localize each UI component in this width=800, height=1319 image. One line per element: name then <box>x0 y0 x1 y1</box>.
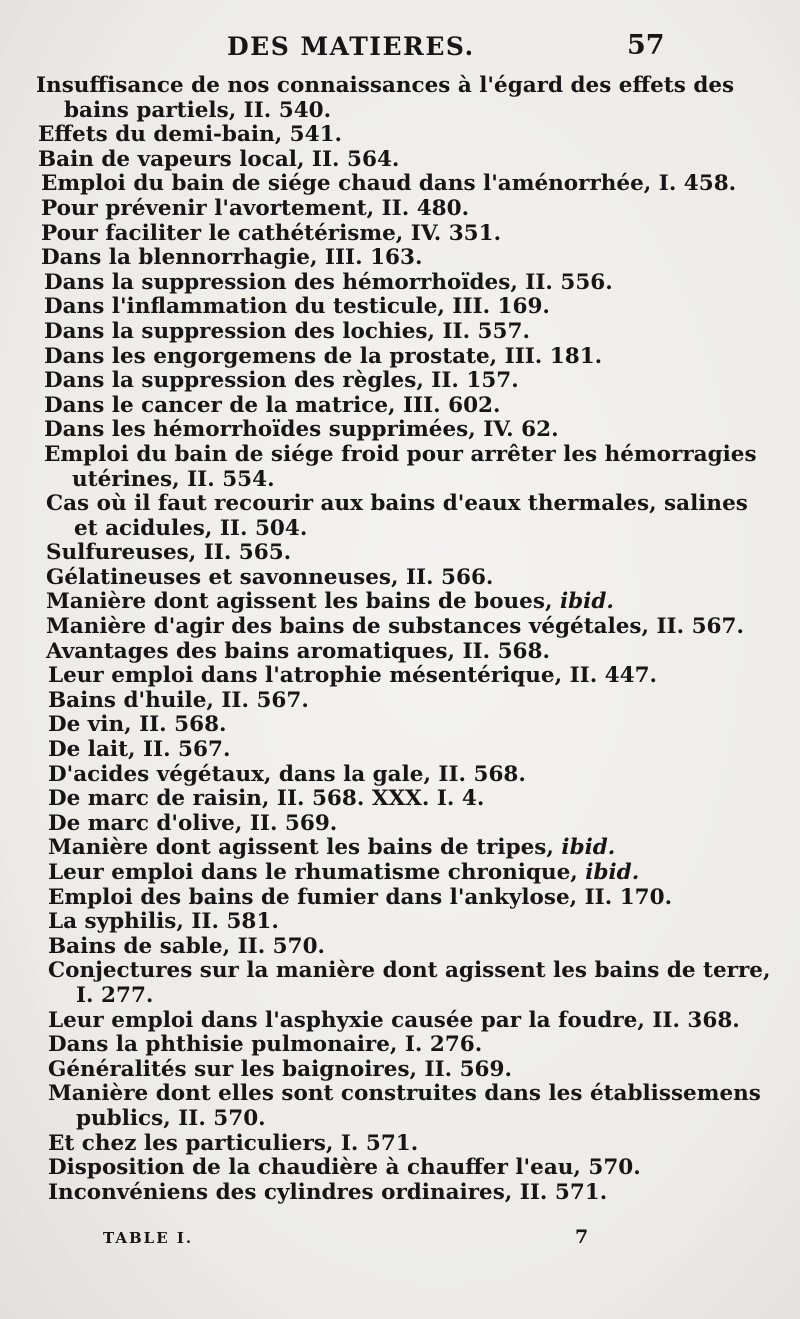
index-entry <box>36 172 800 197</box>
entry-text: Dans la blennorrhagie, III. 163. <box>41 245 423 271</box>
index-entry <box>36 222 800 247</box>
entry-text: Effets du demi-bain, 541. <box>38 122 343 148</box>
index-entry <box>36 861 800 886</box>
entry-continuation: bains partiels, II. 540. <box>64 97 332 123</box>
index-entry <box>36 123 800 148</box>
signature-mark: TABLE I. <box>103 1229 194 1247</box>
entry-text: Manière dont elles sont construites dans les établissemens <box>48 1081 761 1107</box>
entry-text: Pour faciliter le cathétérisme, IV. 351. <box>41 220 502 246</box>
entry-text: Bain de vapeurs local, II. 564. <box>38 146 400 172</box>
entry-continuation: I. 277. <box>76 982 154 1008</box>
entry-text: D'acides végétaux, dans la gale, II. 568. <box>48 761 526 787</box>
index-entry <box>36 295 800 320</box>
index-entry <box>36 640 800 665</box>
index-entry <box>36 541 800 566</box>
entry-text: Inconvéniens des cylindres ordinaires, II. 571. <box>48 1179 608 1205</box>
index-entry <box>36 197 800 222</box>
signature-number: 7 <box>575 1226 589 1248</box>
index-entry <box>36 246 800 271</box>
index-entry <box>36 492 800 541</box>
entry-text: De marc d'olive, II. 569. <box>48 810 338 836</box>
entry-text: Généralités sur les baignoires, II. 569. <box>48 1056 512 1082</box>
index-entry <box>36 345 800 370</box>
entry-text: Disposition de la chaudière à chauffer l'eau, 570. <box>48 1155 641 1181</box>
index-entry <box>36 959 800 1008</box>
running-head: DES MATIERES. <box>227 32 475 61</box>
index-entry <box>36 1009 800 1034</box>
entry-continuation: publics, II. 570. <box>76 1105 266 1131</box>
index-entry <box>36 1033 800 1058</box>
index-entry <box>36 910 800 935</box>
entry-text: Dans la phthisie pulmonaire, I. 276. <box>48 1032 483 1058</box>
entry-text: Cas où il faut recourir aux bains d'eaux thermales, salines <box>46 491 748 517</box>
entry-text: Dans la suppression des lochies, II. 557. <box>44 318 530 344</box>
entry-text: Manière dont agissent les bains de tripes, <box>48 835 554 861</box>
entry-text: Emploi des bains de fumier dans l'ankylose, II. 170. <box>48 884 673 910</box>
entry-text: De lait, II. 567. <box>48 737 231 763</box>
entry-text: Gélatineuses et savonneuses, II. 566. <box>46 564 494 590</box>
entry-text: Dans le cancer de la matrice, III. 602. <box>44 392 501 418</box>
index-entry <box>36 1082 800 1131</box>
entry-text: Dans la suppression des hémorrhoïdes, II. 556. <box>44 269 613 295</box>
index-entry <box>36 148 800 173</box>
index-entry <box>36 320 800 345</box>
index-entry <box>36 886 800 911</box>
entry-text: Sulfureuses, II. 565. <box>46 540 292 566</box>
index-entry <box>36 1132 800 1157</box>
index-entry <box>36 418 800 443</box>
entry-text: Dans la suppression des règles, II. 157. <box>44 368 519 394</box>
entry-continuation: et acidules, II. 504. <box>74 515 308 541</box>
index-entries <box>36 74 800 1205</box>
index-entry <box>36 664 800 689</box>
entry-text: Leur emploi dans l'atrophie mésentérique, II. 447. <box>48 663 658 689</box>
index-entry <box>36 812 800 837</box>
index-entry <box>36 1181 800 1206</box>
entry-text: Emploi du bain de siége froid pour arrêter les hémorragies <box>44 441 757 467</box>
entry-text: Manière dont agissent les bains de boues, <box>46 589 553 615</box>
entry-text: Pour prévenir l'avortement, II. 480. <box>41 195 470 221</box>
entry-italic: ibid. <box>559 589 614 615</box>
index-entry <box>36 763 800 788</box>
entry-text: Dans les hémorrhoïdes supprimées, IV. 62. <box>44 417 559 443</box>
entry-continuation: utérines, II. 554. <box>72 466 275 492</box>
index-entry <box>36 74 800 123</box>
index-entry <box>36 1058 800 1083</box>
entry-italic: ibid. <box>585 860 640 885</box>
index-entry <box>36 738 800 763</box>
entry-text: Emploi du bain de siége chaud dans l'aménorrhée, I. 458. <box>41 171 737 197</box>
entry-text: De marc de raisin, II. 568. XXX. I. 4. <box>48 786 485 812</box>
index-entry <box>36 369 800 394</box>
index-entry <box>36 271 800 296</box>
index-entry <box>36 713 800 738</box>
entry-text: Dans les engorgemens de la prostate, III. 181. <box>44 343 603 369</box>
index-entry <box>36 689 800 714</box>
entry-text: Et chez les particuliers, I. 571. <box>48 1130 419 1156</box>
entry-text: Leur emploi dans l'asphyxie causée par la foudre, II. 368. <box>48 1007 740 1033</box>
index-entry <box>36 590 800 615</box>
page-footer <box>0 1226 800 1256</box>
entry-text: Avantages des bains aromatiques, II. 568. <box>46 638 550 664</box>
index-entry <box>36 836 800 861</box>
index-entry <box>36 443 800 492</box>
index-entry <box>36 1156 800 1181</box>
entry-italic: ibid. <box>561 835 616 861</box>
entry-text: Conjectures sur la manière dont agissent les bains de terre, <box>48 958 771 984</box>
entry-text: Bains d'huile, II. 567. <box>48 687 309 713</box>
index-entry <box>36 566 800 591</box>
index-entry <box>36 935 800 960</box>
entry-text: Leur emploi dans le rhumatisme chronique, <box>48 860 578 885</box>
index-entry <box>36 787 800 812</box>
page-header <box>0 30 800 70</box>
page-number: 57 <box>627 30 665 61</box>
entry-text: Bains de sable, II. 570. <box>48 933 326 959</box>
entry-text: Dans l'inflammation du testicule, III. 169. <box>44 294 550 320</box>
entry-text: De vin, II. 568. <box>48 712 227 738</box>
entry-text: La syphilis, II. 581. <box>48 909 279 935</box>
index-entry <box>36 394 800 419</box>
entry-text: Insuffisance de nos connaissances à l'égard des effets des <box>36 73 735 98</box>
entry-text: Manière d'agir des bains de substances végétales, II. 567. <box>46 614 744 640</box>
index-entry <box>36 615 800 640</box>
